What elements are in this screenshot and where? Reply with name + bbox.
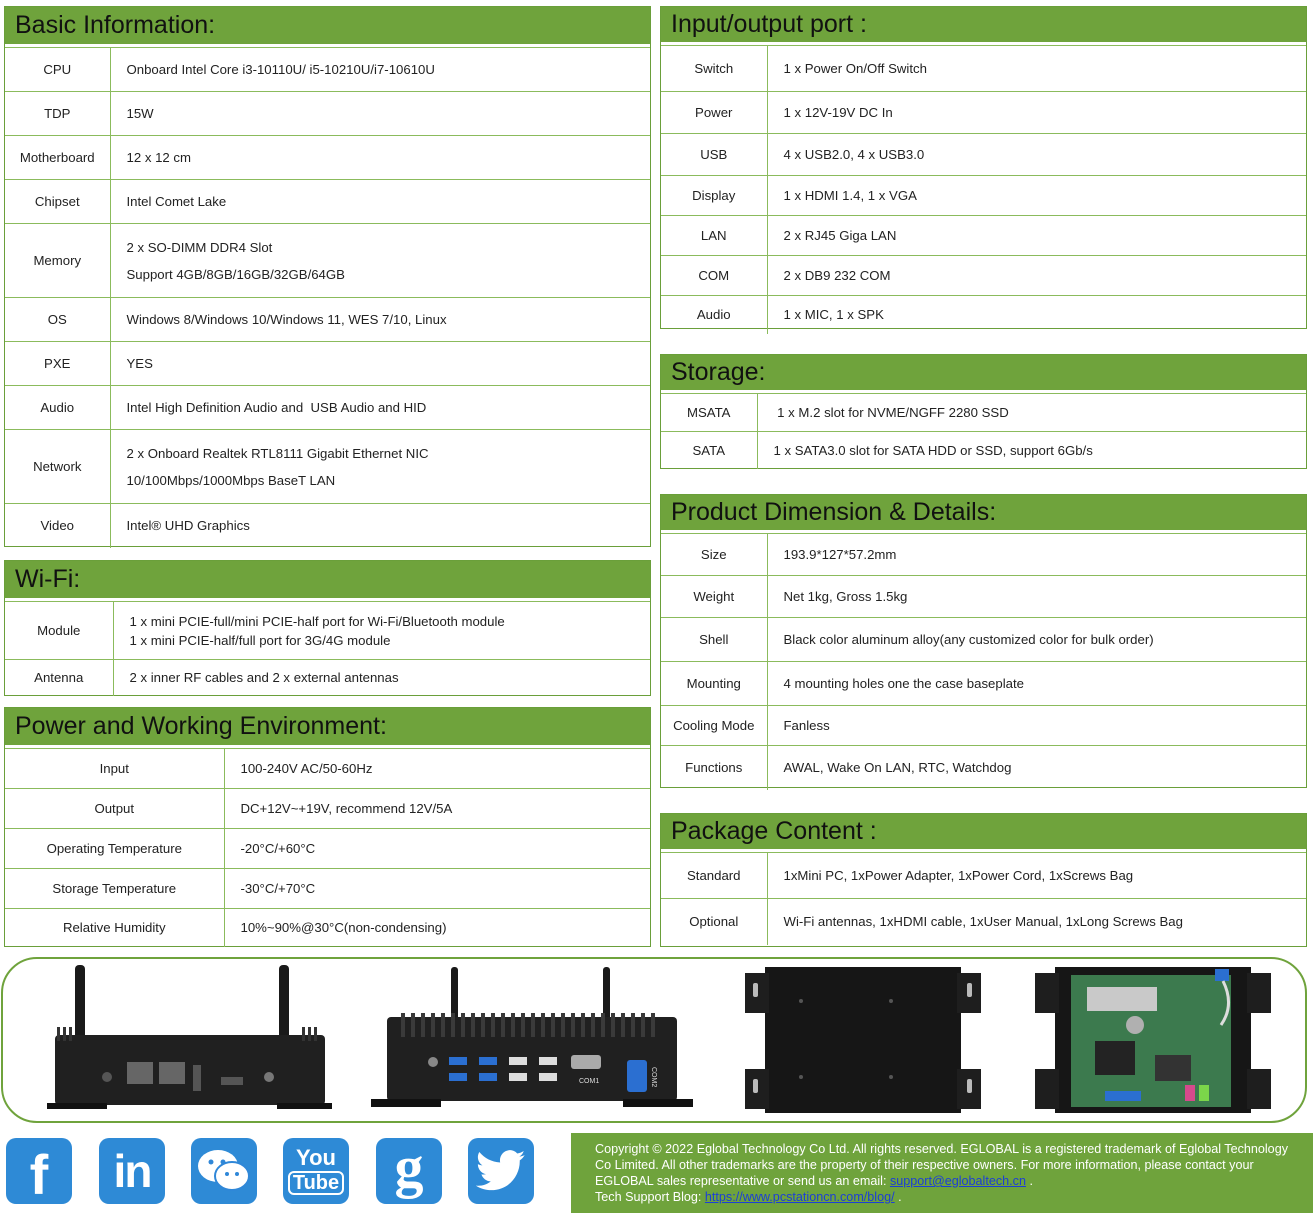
spec-row: [661, 853, 1306, 899]
spec-value: [767, 576, 1306, 618]
spec-value-line: Intel Comet Lake: [126, 194, 227, 209]
spec-row: [5, 180, 650, 224]
support-email-link[interactable]: support@eglobaltech.cn: [889, 1174, 1026, 1188]
spec-label: Relative Humidity: [5, 909, 224, 947]
spec-value-line: AWAL, Wake On LAN, RTC, Watchdog: [783, 760, 1012, 776]
product-photo-bottom-plate: [745, 965, 981, 1117]
spec-label: SATA: [661, 432, 757, 469]
spec-value-line: Fanless: [783, 718, 830, 733]
spec-label: Switch: [661, 46, 767, 92]
wifi-table: [5, 601, 650, 696]
spec-row: [5, 386, 650, 430]
spec-label: Shell: [661, 618, 767, 662]
spec-row: [5, 869, 650, 909]
spec-row: [5, 48, 650, 92]
blog-text-end: .: [894, 1190, 902, 1204]
spec-label: Module: [5, 602, 113, 660]
spec-row: [661, 92, 1306, 134]
google-icon[interactable]: g: [376, 1138, 442, 1204]
dimension-panel: [660, 494, 1307, 788]
spec-value: [757, 394, 1306, 432]
spec-row: [661, 134, 1306, 176]
spec-row: [5, 298, 650, 342]
spec-row: [661, 576, 1306, 618]
basic-information-panel: [4, 6, 651, 547]
spec-row: [5, 602, 650, 660]
spec-value-line: 1 x HDMI 1.4, 1 x VGA: [783, 188, 917, 203]
spec-row: [661, 46, 1306, 92]
youtube-icon[interactable]: You Tube: [283, 1138, 349, 1204]
spec-label: Optional: [661, 899, 767, 945]
spec-label: COM: [661, 256, 767, 296]
spec-label: Size: [661, 534, 767, 576]
spec-value: [767, 134, 1306, 176]
spec-row: [5, 342, 650, 386]
spec-value: [110, 504, 650, 548]
spec-value-line: Net 1kg, Gross 1.5kg: [783, 589, 908, 604]
spec-row: [5, 92, 650, 136]
spec-row: [661, 432, 1306, 469]
power-panel: [4, 707, 651, 947]
package-title: Package Content :: [661, 814, 1306, 852]
spec-value-line: DC+12V~+19V, recommend 12V/5A: [240, 801, 453, 816]
spec-value: [767, 618, 1306, 662]
spec-label: USB: [661, 134, 767, 176]
spec-value: [767, 534, 1306, 576]
spec-value: [224, 869, 650, 909]
spec-value-line: 4 x USB2.0, 4 x USB3.0: [783, 147, 925, 162]
spec-row: [5, 789, 650, 829]
spec-label: MSATA: [661, 394, 757, 432]
spec-row: [5, 749, 650, 789]
spec-value: [767, 662, 1306, 706]
spec-value-line: YES: [126, 356, 153, 371]
spec-value-line: Support 4GB/8GB/16GB/32GB/64GB: [126, 266, 345, 282]
spec-value: [110, 136, 650, 180]
spec-row: [661, 618, 1306, 662]
spec-value-line: Wi-Fi antennas, 1xHDMI cable, 1xUser Manual, 1xLong Screws Bag: [783, 914, 1183, 930]
product-photo-front-io: [371, 965, 693, 1117]
spec-label: Display: [661, 176, 767, 216]
spec-value-line: 1 x 12V-19V DC In: [783, 105, 893, 120]
spec-row: [661, 662, 1306, 706]
spec-value: [110, 298, 650, 342]
spec-label: Chipset: [5, 180, 110, 224]
spec-value-line: 193.9*127*57.2mm: [783, 547, 897, 562]
twitter-icon[interactable]: [468, 1138, 534, 1204]
spec-label: Operating Temperature: [5, 829, 224, 869]
spec-row: [5, 909, 650, 947]
wifi-title: Wi-Fi:: [5, 561, 650, 601]
spec-label: Memory: [5, 224, 110, 298]
spec-value-line: 100-240V AC/50-60Hz: [240, 761, 373, 776]
spec-value-line: 1 x Power On/Off Switch: [783, 61, 927, 76]
spec-value: [110, 342, 650, 386]
spec-value: [224, 829, 650, 869]
package-panel: [660, 813, 1307, 947]
spec-label: PXE: [5, 342, 110, 386]
io-port-panel: [660, 6, 1307, 329]
spec-value-line: 1 x mini PCIE-full/mini PCIE-half port for Wi-Fi/Bluetooth module: [129, 613, 505, 629]
spec-value-line: Black color aluminum alloy(any customized color for bulk order): [783, 632, 1154, 647]
copyright-text-end: .: [1025, 1174, 1033, 1188]
spec-label: Power: [661, 92, 767, 134]
io-port-title: Input/output port :: [661, 7, 1306, 45]
spec-row: [5, 430, 650, 504]
spec-row: [661, 176, 1306, 216]
spec-label: CPU: [5, 48, 110, 92]
spec-value: [767, 706, 1306, 746]
spec-value-line: -30°C/+70°C: [240, 881, 316, 896]
spec-label: Network: [5, 430, 110, 504]
spec-label: TDP: [5, 92, 110, 136]
spec-row: [5, 136, 650, 180]
spec-value: [113, 660, 650, 696]
spec-label: Video: [5, 504, 110, 548]
spec-value-line: 1 x MIC, 1 x SPK: [783, 307, 884, 323]
spec-row: [661, 256, 1306, 296]
spec-value: [767, 92, 1306, 134]
spec-label: OS: [5, 298, 110, 342]
spec-value: [110, 224, 650, 298]
power-title: Power and Working Environment:: [5, 708, 650, 748]
spec-value-line: 2 x DB9 232 COM: [783, 268, 891, 283]
spec-value: [110, 430, 650, 504]
spec-value-line: 10%~90%@30°C(non-condensing): [240, 920, 447, 936]
spec-value: [767, 46, 1306, 92]
spec-row: [5, 660, 650, 696]
spec-label: Motherboard: [5, 136, 110, 180]
spec-row: [661, 706, 1306, 746]
blog-link[interactable]: https://www.pcstationcn.com/blog/: [704, 1190, 895, 1204]
spec-value-line: 12 x 12 cm: [126, 150, 192, 165]
spec-value-line: 15W: [126, 106, 154, 121]
spec-label: Weight: [661, 576, 767, 618]
spec-row: [5, 504, 650, 548]
wechat-icon[interactable]: [191, 1138, 257, 1204]
facebook-icon[interactable]: f: [6, 1138, 72, 1204]
spec-value-line: -20°C/+60°C: [240, 841, 316, 856]
spec-value-line: 2 x inner RF cables and 2 x external antennas: [129, 670, 399, 686]
product-photo-rear-antennas: [47, 965, 337, 1117]
io-port-table: [661, 45, 1306, 334]
blog-label: Tech Support Blog:: [595, 1190, 705, 1204]
spec-value-line: 2 x SO-DIMM DDR4 Slot: [126, 239, 273, 255]
product-photo-open-board: [1035, 965, 1271, 1117]
spec-value-line: 1 x M.2 slot for NVME/NGFF 2280 SSD: [773, 405, 1009, 420]
spec-value: [224, 789, 650, 829]
spec-value: [767, 746, 1306, 790]
wifi-panel: [4, 560, 651, 696]
spec-value-line: 1xMini PC, 1xPower Adapter, 1xPower Cord, 1xScrews Bag: [783, 868, 1134, 883]
basic-information-table: [5, 47, 650, 548]
spec-value-line: 1 x SATA3.0 slot for SATA HDD or SSD, support 6Gb/s: [773, 442, 1093, 458]
spec-label: Antenna: [5, 660, 113, 696]
product-photos-strip: [1, 957, 1307, 1123]
spec-value: [767, 853, 1306, 899]
spec-row: [661, 394, 1306, 432]
spec-row: [661, 746, 1306, 790]
power-table: [5, 748, 650, 947]
spec-label: LAN: [661, 216, 767, 256]
com1-label: COM1: [579, 1078, 600, 1085]
spec-row: [661, 216, 1306, 256]
spec-value-line: Windows 8/Windows 10/Windows 11, WES 7/10, Linux: [126, 312, 447, 327]
storage-table: [661, 393, 1306, 469]
spec-value: [767, 216, 1306, 256]
spec-value-line: 1 x mini PCIE-half/full port for 3G/4G module: [129, 632, 391, 648]
spec-row: [661, 899, 1306, 945]
spec-value: [110, 48, 650, 92]
com2-label: COM2: [650, 1067, 657, 1088]
spec-value: [110, 92, 650, 136]
copyright-text: Copyright © 2022 Eglobal Technology Co Ltd. All rights reserved. EGLOBAL is a registered trademark of Eglobal Technology Co Limited. All other trademarks are the property of their respective owners. For more information, please contact your EGLOBAL sales representative or send us an email:: [595, 1142, 1288, 1188]
package-table: [661, 852, 1306, 945]
spec-label: Output: [5, 789, 224, 829]
spec-value-line: Onboard Intel Core i3-10110U/ i5-10210U/i7-10610U: [126, 62, 435, 77]
spec-value: [110, 180, 650, 224]
spec-row: [5, 224, 650, 298]
spec-value: [767, 296, 1306, 334]
storage-title: Storage:: [661, 355, 1306, 393]
spec-row: [661, 296, 1306, 334]
spec-label: Standard: [661, 853, 767, 899]
basic-information-title: Basic Information:: [5, 7, 650, 47]
spec-value: [113, 602, 650, 660]
spec-label: Audio: [5, 386, 110, 430]
copyright-footer: [571, 1133, 1313, 1213]
spec-value: [767, 899, 1306, 945]
spec-label: Cooling Mode: [661, 706, 767, 746]
spec-value-line: Intel High Definition Audio and USB Audio and HID: [126, 400, 427, 415]
spec-value: [767, 176, 1306, 216]
linkedin-icon[interactable]: in: [99, 1138, 165, 1204]
spec-value-line: 10/100Mbps/1000Mbps BaseT LAN: [126, 472, 336, 488]
dimension-title: Product Dimension & Details:: [661, 495, 1306, 533]
spec-label: Audio: [661, 296, 767, 334]
spec-label: Input: [5, 749, 224, 789]
spec-value-line: 2 x RJ45 Giga LAN: [783, 228, 897, 243]
spec-row: [5, 829, 650, 869]
spec-value: [757, 432, 1306, 469]
spec-value-line: Intel® UHD Graphics: [126, 518, 250, 534]
spec-label: Functions: [661, 746, 767, 790]
dimension-table: [661, 533, 1306, 790]
spec-value: [224, 749, 650, 789]
spec-value-line: 4 mounting holes one the case baseplate: [783, 676, 1024, 691]
spec-value: [110, 386, 650, 430]
spec-value: [224, 909, 650, 947]
spec-label: Mounting: [661, 662, 767, 706]
spec-value-line: 2 x Onboard Realtek RTL8111 Gigabit Ethernet NIC: [126, 445, 429, 461]
spec-label: Storage Temperature: [5, 869, 224, 909]
storage-panel: [660, 354, 1307, 469]
spec-value: [767, 256, 1306, 296]
spec-row: [661, 534, 1306, 576]
